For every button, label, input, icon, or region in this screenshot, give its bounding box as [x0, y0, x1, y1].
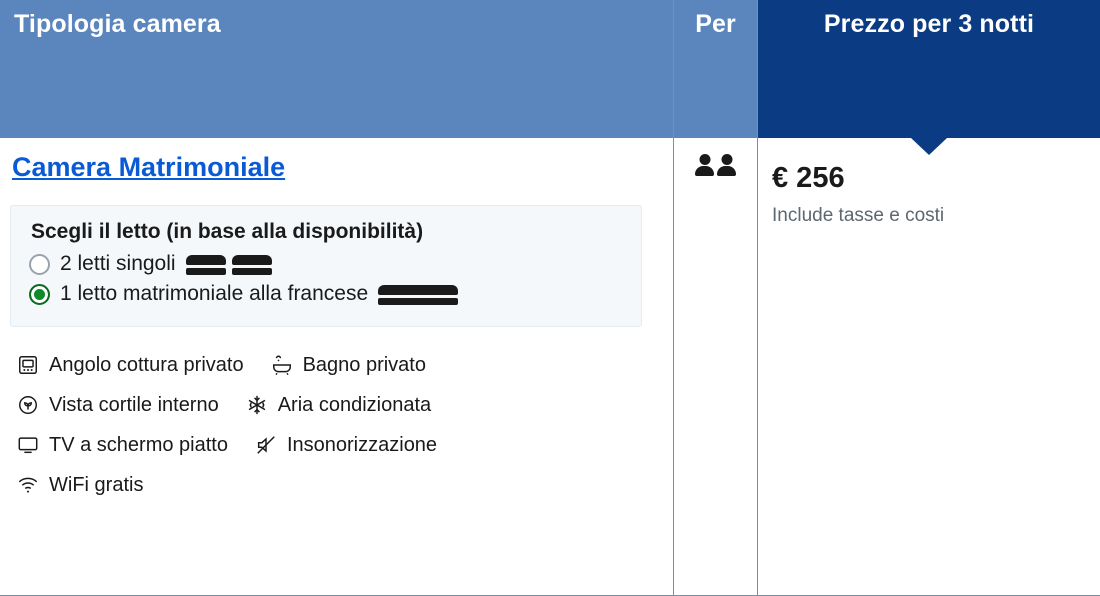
cell-price [758, 138, 1100, 596]
radio-twin-beds[interactable] [29, 254, 50, 275]
amenity-kitchenette-label: Angolo cottura privato [49, 353, 244, 376]
amenity-private-bathroom [270, 353, 426, 377]
double-bed-icon [378, 283, 458, 305]
courtyard-view-icon [16, 393, 40, 417]
two-guests-icon [695, 154, 736, 176]
snowflake-icon [245, 393, 269, 417]
soundproof-icon [254, 433, 278, 457]
twin-beds-icon [186, 253, 272, 275]
amenity-free-wifi-label: WiFi gratis [49, 473, 144, 496]
amenity-free-wifi [16, 473, 143, 497]
tv-icon [16, 433, 40, 457]
table-header-row [0, 0, 1100, 138]
amenity-private-bathroom-label: Bagno privato [302, 353, 426, 376]
amenity-courtyard-view-label: Vista cortile interno [49, 393, 219, 416]
bed-option-twin[interactable] [29, 252, 627, 276]
amenity-air-conditioning-label: Aria condizionata [277, 393, 432, 416]
amenities-row [16, 393, 663, 417]
bed-choice-group [10, 205, 642, 327]
amenities-row [16, 473, 663, 497]
amenity-soundproofing-label: Insonorizzazione [286, 433, 438, 456]
cell-occupancy [674, 138, 758, 596]
price-column-caret-icon [911, 138, 947, 155]
bed-option-double-label: 1 letto matrimoniale alla francese [60, 282, 369, 305]
radio-double-bed[interactable] [29, 284, 50, 305]
amenity-courtyard-view [16, 393, 219, 417]
amenity-kitchenette [16, 353, 244, 377]
bed-option-double[interactable] [29, 282, 627, 306]
room-name-link[interactable]: Camera Matrimoniale [12, 152, 286, 182]
amenity-soundproofing [254, 433, 437, 457]
bathroom-icon [270, 353, 294, 377]
stove-icon [16, 353, 40, 377]
bed-option-twin-label: 2 letti singoli [60, 252, 176, 275]
table-row [0, 138, 1100, 596]
cell-room-type [0, 138, 674, 596]
price-note: Include tasse e costi [772, 205, 945, 226]
column-header-price-label: Prezzo per 3 notti [823, 10, 1035, 38]
amenity-flat-screen-tv-label: TV a schermo piatto [49, 433, 228, 456]
amenity-air-conditioning [245, 393, 431, 417]
wifi-icon [16, 473, 40, 497]
column-header-room-type: Tipologia camera [0, 0, 674, 138]
bed-choice-title: Scegli il letto (in base alla disponibilità) [31, 220, 424, 243]
column-header-per: Per [674, 0, 758, 138]
price-amount: € 256 [772, 162, 845, 194]
amenities-list [16, 353, 663, 497]
column-header-price [758, 0, 1100, 138]
amenities-row [16, 433, 663, 457]
amenity-flat-screen-tv [16, 433, 228, 457]
amenities-row [16, 353, 663, 377]
